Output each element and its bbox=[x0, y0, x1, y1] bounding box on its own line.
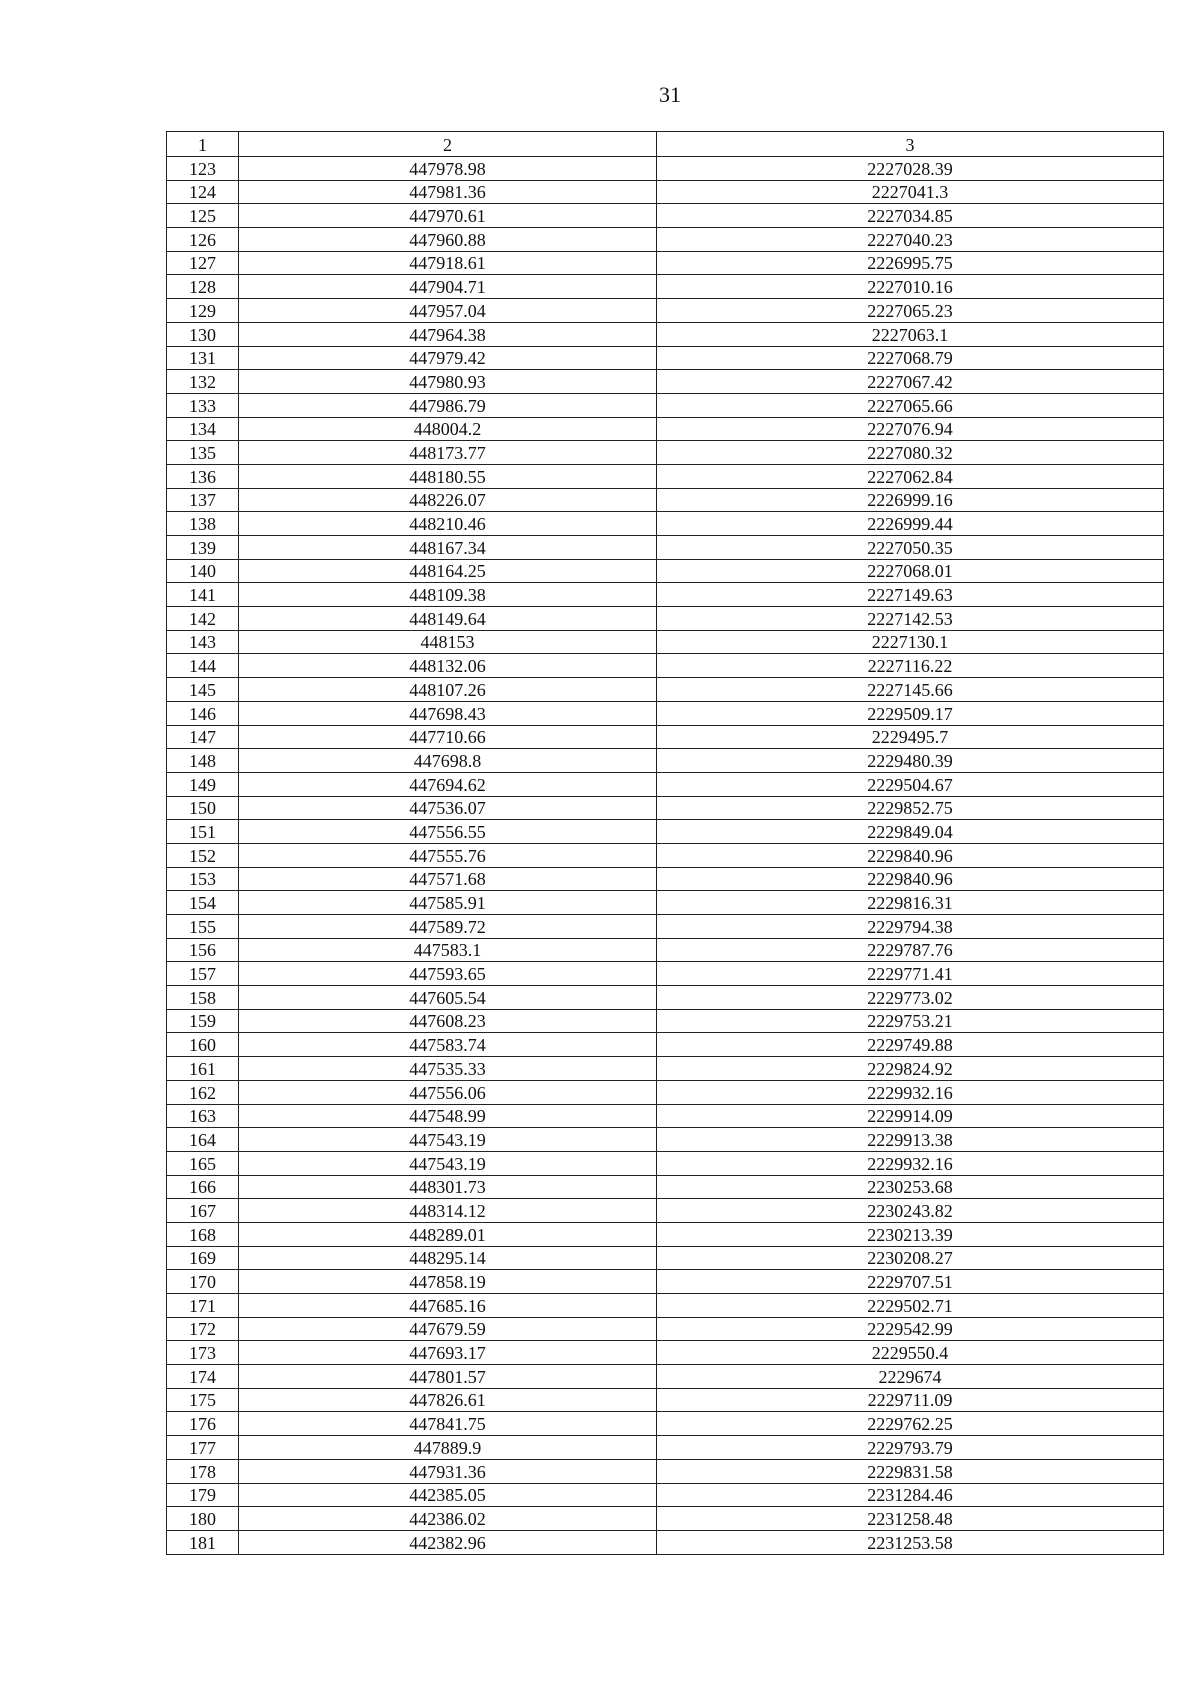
table-row bbox=[167, 322, 1164, 346]
table-row bbox=[167, 346, 1164, 370]
y-coordinate-cell: 2229762.25 bbox=[657, 1412, 1164, 1436]
x-coordinate-cell: 447698.8 bbox=[239, 749, 657, 773]
point-number-cell: 147 bbox=[167, 725, 239, 749]
x-coordinate-cell: 442382.96 bbox=[239, 1530, 657, 1554]
table-row bbox=[167, 1459, 1164, 1483]
table-row bbox=[167, 1412, 1164, 1436]
y-coordinate-cell: 2230213.39 bbox=[657, 1222, 1164, 1246]
y-coordinate-cell: 2229550.4 bbox=[657, 1341, 1164, 1365]
point-number-cell: 181 bbox=[167, 1530, 239, 1554]
x-coordinate-cell: 447931.36 bbox=[239, 1459, 657, 1483]
y-coordinate-cell: 2227063.1 bbox=[657, 322, 1164, 346]
point-number-cell: 154 bbox=[167, 891, 239, 915]
point-number-cell: 148 bbox=[167, 749, 239, 773]
point-number-cell: 170 bbox=[167, 1270, 239, 1294]
y-coordinate-cell: 2227116.22 bbox=[657, 654, 1164, 678]
point-number-cell: 126 bbox=[167, 228, 239, 252]
table-row bbox=[167, 630, 1164, 654]
point-number-cell: 139 bbox=[167, 536, 239, 560]
y-coordinate-cell: 2229932.16 bbox=[657, 1080, 1164, 1104]
column-header: 1 bbox=[167, 132, 239, 157]
x-coordinate-cell: 447555.76 bbox=[239, 843, 657, 867]
x-coordinate-cell: 447980.93 bbox=[239, 370, 657, 394]
x-coordinate-cell: 447979.42 bbox=[239, 346, 657, 370]
x-coordinate-cell: 447960.88 bbox=[239, 228, 657, 252]
point-number-cell: 149 bbox=[167, 772, 239, 796]
x-coordinate-cell: 448167.34 bbox=[239, 536, 657, 560]
table-row bbox=[167, 1365, 1164, 1389]
table-row bbox=[167, 441, 1164, 465]
x-coordinate-cell: 448149.64 bbox=[239, 607, 657, 631]
y-coordinate-cell: 2227065.66 bbox=[657, 393, 1164, 417]
point-number-cell: 128 bbox=[167, 275, 239, 299]
table-row bbox=[167, 1199, 1164, 1223]
table-row bbox=[167, 1294, 1164, 1318]
x-coordinate-cell: 447556.06 bbox=[239, 1080, 657, 1104]
point-number-cell: 130 bbox=[167, 322, 239, 346]
y-coordinate-cell: 2227041.3 bbox=[657, 180, 1164, 204]
y-coordinate-cell: 2229674 bbox=[657, 1365, 1164, 1389]
x-coordinate-cell: 447978.98 bbox=[239, 157, 657, 181]
point-number-cell: 134 bbox=[167, 417, 239, 441]
point-number-cell: 166 bbox=[167, 1175, 239, 1199]
point-number-cell: 175 bbox=[167, 1388, 239, 1412]
x-coordinate-cell: 448301.73 bbox=[239, 1175, 657, 1199]
x-coordinate-cell: 447589.72 bbox=[239, 915, 657, 939]
x-coordinate-cell: 448173.77 bbox=[239, 441, 657, 465]
x-coordinate-cell: 448180.55 bbox=[239, 464, 657, 488]
point-number-cell: 127 bbox=[167, 251, 239, 275]
y-coordinate-cell: 2229914.09 bbox=[657, 1104, 1164, 1128]
y-coordinate-cell: 2229773.02 bbox=[657, 986, 1164, 1010]
x-coordinate-cell: 447710.66 bbox=[239, 725, 657, 749]
table-row bbox=[167, 915, 1164, 939]
point-number-cell: 150 bbox=[167, 796, 239, 820]
table-row bbox=[167, 772, 1164, 796]
table-row bbox=[167, 701, 1164, 725]
y-coordinate-cell: 2231258.48 bbox=[657, 1507, 1164, 1531]
y-coordinate-cell: 2227130.1 bbox=[657, 630, 1164, 654]
x-coordinate-cell: 448109.38 bbox=[239, 583, 657, 607]
x-coordinate-cell: 448004.2 bbox=[239, 417, 657, 441]
coordinates-table bbox=[166, 131, 1164, 1555]
x-coordinate-cell: 447693.17 bbox=[239, 1341, 657, 1365]
table-row bbox=[167, 1080, 1164, 1104]
table-row bbox=[167, 275, 1164, 299]
y-coordinate-cell: 2229840.96 bbox=[657, 867, 1164, 891]
y-coordinate-cell: 2230208.27 bbox=[657, 1246, 1164, 1270]
point-number-cell: 125 bbox=[167, 204, 239, 228]
x-coordinate-cell: 447694.62 bbox=[239, 772, 657, 796]
x-coordinate-cell: 448153 bbox=[239, 630, 657, 654]
table-row bbox=[167, 1057, 1164, 1081]
y-coordinate-cell: 2229840.96 bbox=[657, 843, 1164, 867]
table-row bbox=[167, 1388, 1164, 1412]
y-coordinate-cell: 2229913.38 bbox=[657, 1128, 1164, 1152]
y-coordinate-cell: 2227068.01 bbox=[657, 559, 1164, 583]
x-coordinate-cell: 447583.74 bbox=[239, 1033, 657, 1057]
table-row bbox=[167, 938, 1164, 962]
y-coordinate-cell: 2227145.66 bbox=[657, 678, 1164, 702]
point-number-cell: 174 bbox=[167, 1365, 239, 1389]
x-coordinate-cell: 447583.1 bbox=[239, 938, 657, 962]
y-coordinate-cell: 2231284.46 bbox=[657, 1483, 1164, 1507]
table-row bbox=[167, 843, 1164, 867]
y-coordinate-cell: 2229711.09 bbox=[657, 1388, 1164, 1412]
y-coordinate-cell: 2229707.51 bbox=[657, 1270, 1164, 1294]
table-row bbox=[167, 1222, 1164, 1246]
y-coordinate-cell: 2227040.23 bbox=[657, 228, 1164, 252]
table-row bbox=[167, 1436, 1164, 1460]
x-coordinate-cell: 447548.99 bbox=[239, 1104, 657, 1128]
table-row bbox=[167, 1507, 1164, 1531]
point-number-cell: 151 bbox=[167, 820, 239, 844]
table-row bbox=[167, 678, 1164, 702]
y-coordinate-cell: 2229771.41 bbox=[657, 962, 1164, 986]
x-coordinate-cell: 447593.65 bbox=[239, 962, 657, 986]
point-number-cell: 172 bbox=[167, 1317, 239, 1341]
table-body bbox=[167, 157, 1164, 1555]
x-coordinate-cell: 447964.38 bbox=[239, 322, 657, 346]
x-coordinate-cell: 442386.02 bbox=[239, 1507, 657, 1531]
y-coordinate-cell: 2227028.39 bbox=[657, 157, 1164, 181]
y-coordinate-cell: 2226999.16 bbox=[657, 488, 1164, 512]
point-number-cell: 131 bbox=[167, 346, 239, 370]
x-coordinate-cell: 447536.07 bbox=[239, 796, 657, 820]
point-number-cell: 142 bbox=[167, 607, 239, 631]
x-coordinate-cell: 447585.91 bbox=[239, 891, 657, 915]
table-row bbox=[167, 607, 1164, 631]
table-header-row bbox=[167, 132, 1164, 157]
y-coordinate-cell: 2231253.58 bbox=[657, 1530, 1164, 1554]
table-row bbox=[167, 654, 1164, 678]
point-number-cell: 178 bbox=[167, 1459, 239, 1483]
point-number-cell: 163 bbox=[167, 1104, 239, 1128]
x-coordinate-cell: 447698.43 bbox=[239, 701, 657, 725]
table-row bbox=[167, 228, 1164, 252]
point-number-cell: 146 bbox=[167, 701, 239, 725]
y-coordinate-cell: 2229852.75 bbox=[657, 796, 1164, 820]
x-coordinate-cell: 447801.57 bbox=[239, 1365, 657, 1389]
y-coordinate-cell: 2229749.88 bbox=[657, 1033, 1164, 1057]
x-coordinate-cell: 447571.68 bbox=[239, 867, 657, 891]
x-coordinate-cell: 447981.36 bbox=[239, 180, 657, 204]
y-coordinate-cell: 2227050.35 bbox=[657, 536, 1164, 560]
y-coordinate-cell: 2227010.16 bbox=[657, 275, 1164, 299]
point-number-cell: 171 bbox=[167, 1294, 239, 1318]
table-row bbox=[167, 749, 1164, 773]
y-coordinate-cell: 2229793.79 bbox=[657, 1436, 1164, 1460]
table-row bbox=[167, 986, 1164, 1010]
x-coordinate-cell: 447543.19 bbox=[239, 1151, 657, 1175]
x-coordinate-cell: 447841.75 bbox=[239, 1412, 657, 1436]
point-number-cell: 133 bbox=[167, 393, 239, 417]
table-row bbox=[167, 1270, 1164, 1294]
table-row bbox=[167, 1009, 1164, 1033]
x-coordinate-cell: 447543.19 bbox=[239, 1128, 657, 1152]
column-header: 2 bbox=[239, 132, 657, 157]
point-number-cell: 129 bbox=[167, 299, 239, 323]
y-coordinate-cell: 2229932.16 bbox=[657, 1151, 1164, 1175]
point-number-cell: 132 bbox=[167, 370, 239, 394]
y-coordinate-cell: 2226995.75 bbox=[657, 251, 1164, 275]
x-coordinate-cell: 447826.61 bbox=[239, 1388, 657, 1412]
x-coordinate-cell: 448295.14 bbox=[239, 1246, 657, 1270]
point-number-cell: 136 bbox=[167, 464, 239, 488]
point-number-cell: 177 bbox=[167, 1436, 239, 1460]
point-number-cell: 141 bbox=[167, 583, 239, 607]
table-row bbox=[167, 1033, 1164, 1057]
y-coordinate-cell: 2227142.53 bbox=[657, 607, 1164, 631]
table-row bbox=[167, 962, 1164, 986]
x-coordinate-cell: 447904.71 bbox=[239, 275, 657, 299]
table-row bbox=[167, 583, 1164, 607]
x-coordinate-cell: 447858.19 bbox=[239, 1270, 657, 1294]
x-coordinate-cell: 448132.06 bbox=[239, 654, 657, 678]
table-row bbox=[167, 867, 1164, 891]
x-coordinate-cell: 447605.54 bbox=[239, 986, 657, 1010]
point-number-cell: 124 bbox=[167, 180, 239, 204]
y-coordinate-cell: 2227062.84 bbox=[657, 464, 1164, 488]
y-coordinate-cell: 2226999.44 bbox=[657, 512, 1164, 536]
table-row bbox=[167, 370, 1164, 394]
table-row bbox=[167, 1341, 1164, 1365]
table-row bbox=[167, 1530, 1164, 1554]
y-coordinate-cell: 2229816.31 bbox=[657, 891, 1164, 915]
y-coordinate-cell: 2229509.17 bbox=[657, 701, 1164, 725]
table-row bbox=[167, 204, 1164, 228]
table-row bbox=[167, 464, 1164, 488]
table-row bbox=[167, 725, 1164, 749]
y-coordinate-cell: 2227034.85 bbox=[657, 204, 1164, 228]
y-coordinate-cell: 2227065.23 bbox=[657, 299, 1164, 323]
point-number-cell: 167 bbox=[167, 1199, 239, 1223]
table-row bbox=[167, 820, 1164, 844]
point-number-cell: 165 bbox=[167, 1151, 239, 1175]
x-coordinate-cell: 448289.01 bbox=[239, 1222, 657, 1246]
point-number-cell: 180 bbox=[167, 1507, 239, 1531]
x-coordinate-cell: 448210.46 bbox=[239, 512, 657, 536]
x-coordinate-cell: 447889.9 bbox=[239, 1436, 657, 1460]
table-row bbox=[167, 1246, 1164, 1270]
table-row bbox=[167, 512, 1164, 536]
point-number-cell: 145 bbox=[167, 678, 239, 702]
point-number-cell: 140 bbox=[167, 559, 239, 583]
table-row bbox=[167, 180, 1164, 204]
page-number: 31 bbox=[659, 82, 681, 107]
x-coordinate-cell: 448164.25 bbox=[239, 559, 657, 583]
table-row bbox=[167, 488, 1164, 512]
table-row bbox=[167, 1128, 1164, 1152]
table-row bbox=[167, 1151, 1164, 1175]
y-coordinate-cell: 2227149.63 bbox=[657, 583, 1164, 607]
y-coordinate-cell: 2227067.42 bbox=[657, 370, 1164, 394]
y-coordinate-cell: 2227076.94 bbox=[657, 417, 1164, 441]
table-row bbox=[167, 299, 1164, 323]
x-coordinate-cell: 442385.05 bbox=[239, 1483, 657, 1507]
table-row bbox=[167, 796, 1164, 820]
table-row bbox=[167, 536, 1164, 560]
x-coordinate-cell: 448107.26 bbox=[239, 678, 657, 702]
point-number-cell: 143 bbox=[167, 630, 239, 654]
x-coordinate-cell: 447957.04 bbox=[239, 299, 657, 323]
x-coordinate-cell: 447679.59 bbox=[239, 1317, 657, 1341]
y-coordinate-cell: 2229824.92 bbox=[657, 1057, 1164, 1081]
y-coordinate-cell: 2229480.39 bbox=[657, 749, 1164, 773]
point-number-cell: 179 bbox=[167, 1483, 239, 1507]
y-coordinate-cell: 2229495.7 bbox=[657, 725, 1164, 749]
point-number-cell: 161 bbox=[167, 1057, 239, 1081]
table-row bbox=[167, 251, 1164, 275]
y-coordinate-cell: 2230253.68 bbox=[657, 1175, 1164, 1199]
y-coordinate-cell: 2229753.21 bbox=[657, 1009, 1164, 1033]
x-coordinate-cell: 447608.23 bbox=[239, 1009, 657, 1033]
point-number-cell: 169 bbox=[167, 1246, 239, 1270]
point-number-cell: 168 bbox=[167, 1222, 239, 1246]
y-coordinate-cell: 2229504.67 bbox=[657, 772, 1164, 796]
table-row bbox=[167, 417, 1164, 441]
point-number-cell: 164 bbox=[167, 1128, 239, 1152]
point-number-cell: 162 bbox=[167, 1080, 239, 1104]
y-coordinate-cell: 2229542.99 bbox=[657, 1317, 1164, 1341]
y-coordinate-cell: 2229787.76 bbox=[657, 938, 1164, 962]
x-coordinate-cell: 447556.55 bbox=[239, 820, 657, 844]
point-number-cell: 159 bbox=[167, 1009, 239, 1033]
point-number-cell: 138 bbox=[167, 512, 239, 536]
x-coordinate-cell: 447918.61 bbox=[239, 251, 657, 275]
point-number-cell: 156 bbox=[167, 938, 239, 962]
column-header: 3 bbox=[657, 132, 1164, 157]
point-number-cell: 152 bbox=[167, 843, 239, 867]
y-coordinate-cell: 2229502.71 bbox=[657, 1294, 1164, 1318]
y-coordinate-cell: 2230243.82 bbox=[657, 1199, 1164, 1223]
x-coordinate-cell: 447535.33 bbox=[239, 1057, 657, 1081]
y-coordinate-cell: 2229849.04 bbox=[657, 820, 1164, 844]
y-coordinate-cell: 2229831.58 bbox=[657, 1459, 1164, 1483]
table-row bbox=[167, 891, 1164, 915]
table-row bbox=[167, 393, 1164, 417]
point-number-cell: 157 bbox=[167, 962, 239, 986]
x-coordinate-cell: 447970.61 bbox=[239, 204, 657, 228]
table-row bbox=[167, 1104, 1164, 1128]
point-number-cell: 144 bbox=[167, 654, 239, 678]
y-coordinate-cell: 2229794.38 bbox=[657, 915, 1164, 939]
x-coordinate-cell: 448226.07 bbox=[239, 488, 657, 512]
y-coordinate-cell: 2227080.32 bbox=[657, 441, 1164, 465]
point-number-cell: 137 bbox=[167, 488, 239, 512]
point-number-cell: 158 bbox=[167, 986, 239, 1010]
point-number-cell: 160 bbox=[167, 1033, 239, 1057]
point-number-cell: 176 bbox=[167, 1412, 239, 1436]
point-number-cell: 153 bbox=[167, 867, 239, 891]
y-coordinate-cell: 2227068.79 bbox=[657, 346, 1164, 370]
table-row bbox=[167, 1483, 1164, 1507]
point-number-cell: 123 bbox=[167, 157, 239, 181]
table-row bbox=[167, 1175, 1164, 1199]
x-coordinate-cell: 447685.16 bbox=[239, 1294, 657, 1318]
table-row bbox=[167, 559, 1164, 583]
point-number-cell: 173 bbox=[167, 1341, 239, 1365]
x-coordinate-cell: 448314.12 bbox=[239, 1199, 657, 1223]
table-row bbox=[167, 1317, 1164, 1341]
table-row bbox=[167, 157, 1164, 181]
point-number-cell: 135 bbox=[167, 441, 239, 465]
x-coordinate-cell: 447986.79 bbox=[239, 393, 657, 417]
point-number-cell: 155 bbox=[167, 915, 239, 939]
